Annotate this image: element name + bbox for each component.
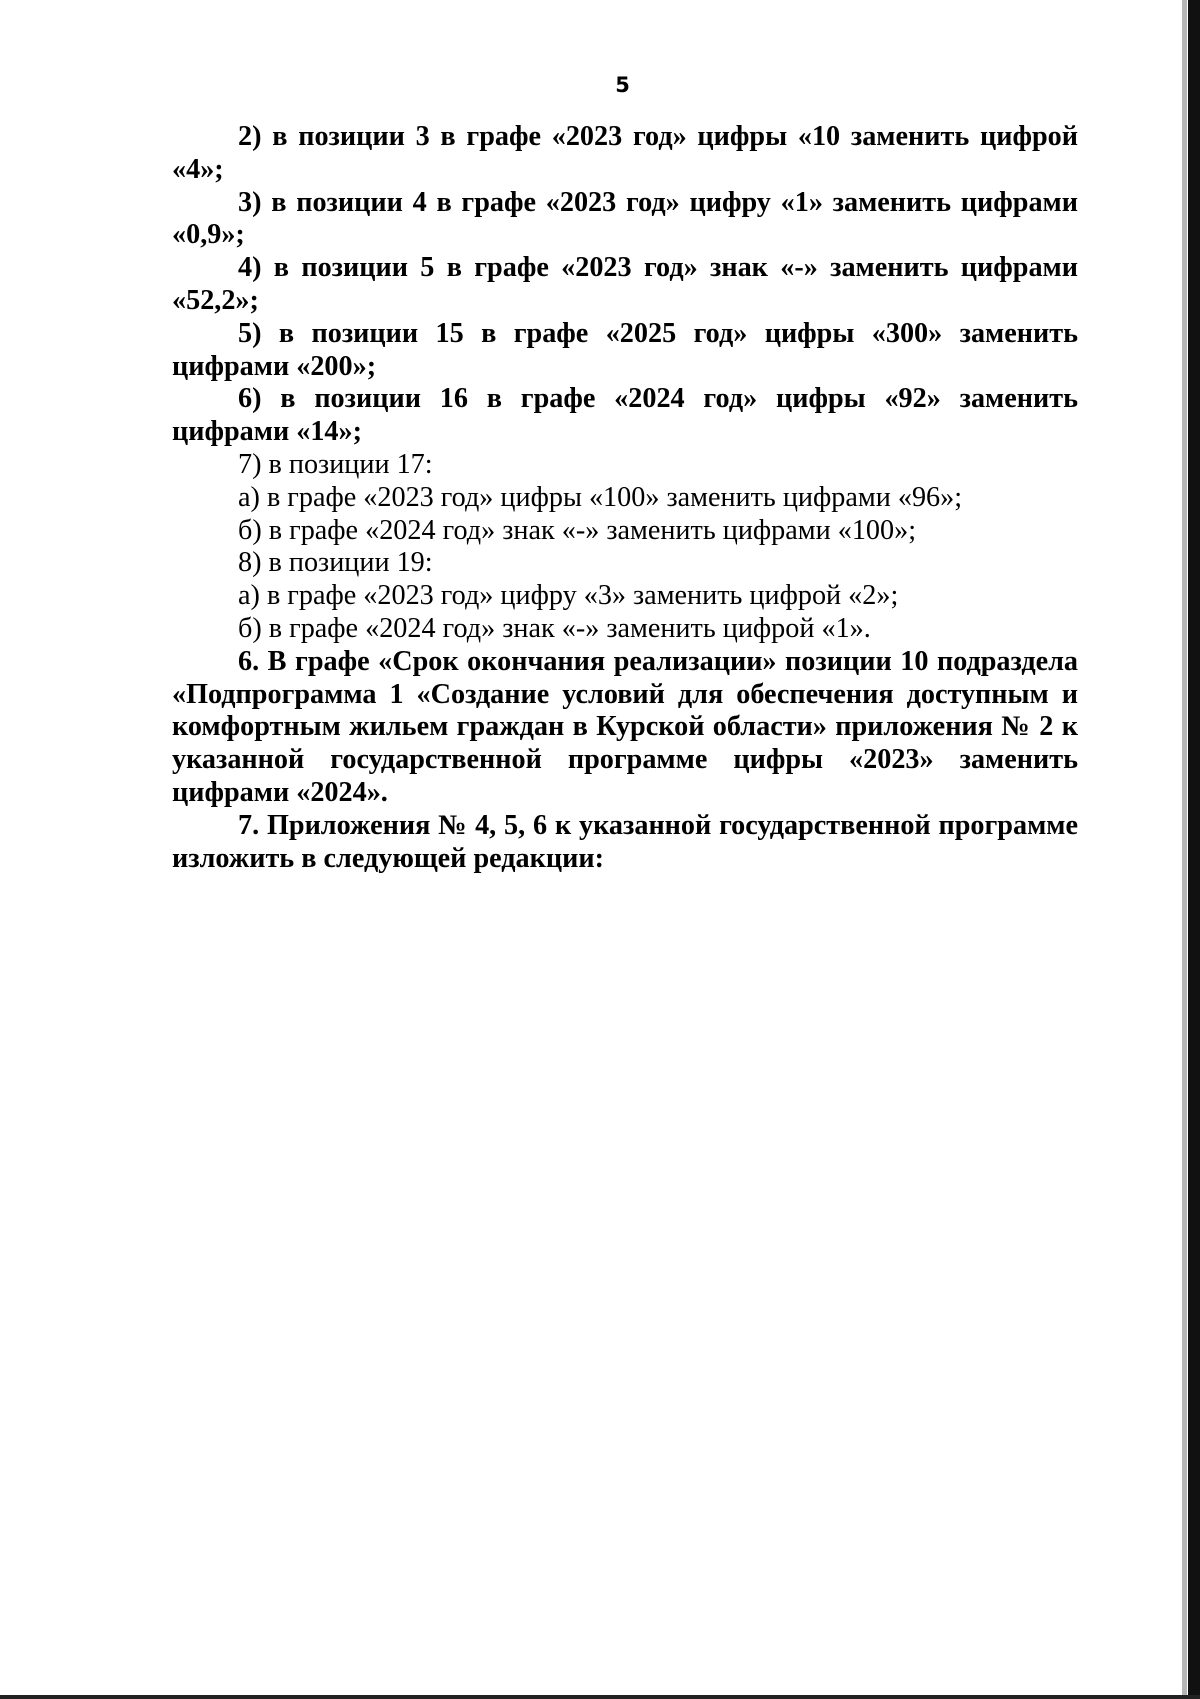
list-item-7b: б) в графе «2024 год» знак «-» заменить цифрами «100»; — [238, 514, 917, 546]
list-item-6: 6) в позиции 16 в графе «2024 год» цифры «92» заменить цифрами «14»; — [172, 383, 1078, 448]
list-item-8b: б) в графе «2024 год» знак «-» заменить цифрой «1». — [238, 612, 871, 644]
scan-edge-right — [1188, 0, 1200, 1699]
list-item-8: 8) в позиции 19: — [238, 547, 433, 579]
list-item-5: 5) в позиции 15 в графе «2025 год» цифры «300» заменить цифрами «200»; — [172, 317, 1078, 382]
page-number: 5 — [615, 73, 630, 97]
document-body — [172, 121, 1078, 875]
list-item-4: 4) в позиции 5 в графе «2023 год» знак «-» заменить цифрами «52,2»; — [172, 252, 1078, 316]
list-item-7: 7) в позиции 17: — [238, 448, 433, 480]
list-item-2: 2) в позиции 3 в графе «2023 год» цифры «10 заменить цифрой «4»; — [172, 121, 1078, 185]
list-item-7a: а) в графе «2023 год» цифры «100» заменить цифрами «96»; — [238, 481, 963, 513]
list-item-8a: а) в графе «2023 год» цифру «3» заменить цифрой «2»; — [238, 580, 899, 612]
section-6-paragraph: 6. В графе «Срок окончания реализации» позиции 10 подраздела «Подпрограмма 1 «Создание условий для обеспечения доступным и комфортным жильем граждан в Курской области» приложения № 2 к указанной государственной программе цифры «2023» заменить цифрами «2024». — [172, 645, 1078, 808]
list-item-3: 3) в позиции 4 в графе «2023 год» цифру «1» заменить цифрами «0,9»; — [172, 186, 1078, 251]
section-7-paragraph: 7. Приложения № 4, 5, 6 к указанной государственной программе изложить в следующей редакции: — [172, 809, 1078, 874]
scan-edge-bottom — [0, 1695, 1200, 1699]
